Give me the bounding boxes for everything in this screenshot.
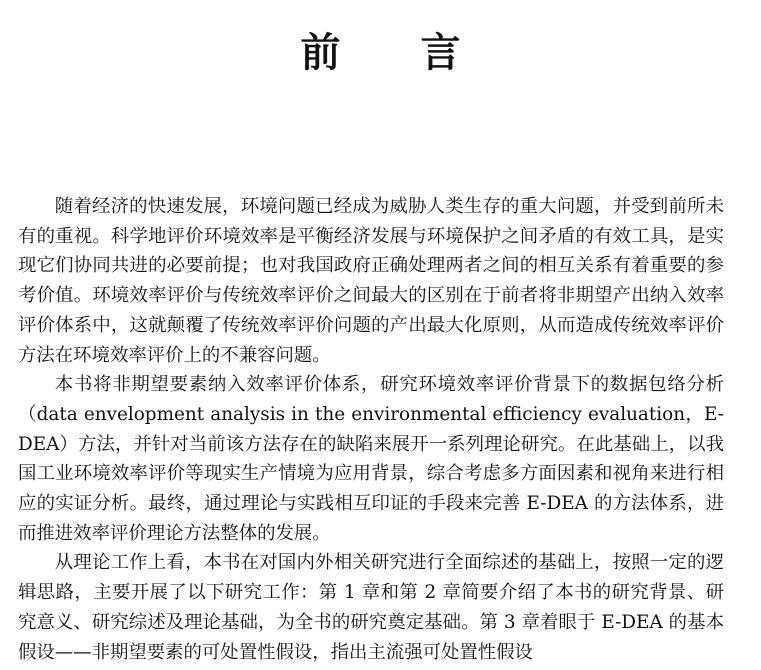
preface-body — [18, 192, 724, 667]
paragraph-3: 从理论工作上看，本书在对国内外相关研究进行全面综述的基础上，按照一定的逻辑思路，主要开展了以下研究工作：第 1 章和第 2 章简要介绍了本书的研究背景、研究意义、研究综述及理论基础，为全书的研究奠定基础。第 3 章着眼于 E-DEA 的基本假设——非期望要素的可处置性假设，指出主流强可处置性假设 — [18, 552, 724, 663]
paragraph-1: 随着经济的快速发展，环境问题已经成为威胁人类生存的重大问题，并受到前所未有的重视。科学地评价环境效率是平衡经济发展与环境保护之间矛盾的有效工具，是实现它们协同共进的必要前提；也对我国政府正确处理两者之间的相互关系有着重要的参考价值。环境效率评价与传统效率评价之间最大的区别在于前者将非期望产出纳入效率评价体系中，这就颠覆了传统效率评价问题的产出最大化原则，从而造成传统效率评价方法在环境效率评价上的不兼容问题。 — [18, 196, 724, 366]
paragraph-2: 本书将非期望要素纳入效率评价体系，研究环境效率评价背景下的数据包络分析（data envelopment analysis in the environmental efficiency evaluation，E-DEA）方法，并针对当前该方法存在的缺陷来展开一系列理论研究。在此基础上，以我国工业环境效率评价等现实生产情境为应用背景，综合考虑多方面因素和视角来进行相应的实证分析。最终，通过理论与实践相互印证的手段来完善 E-DEA 的方法体系，进而推进效率评价理论方法整体的发展。 — [18, 374, 724, 544]
page-title: 前 言 — [300, 29, 461, 76]
